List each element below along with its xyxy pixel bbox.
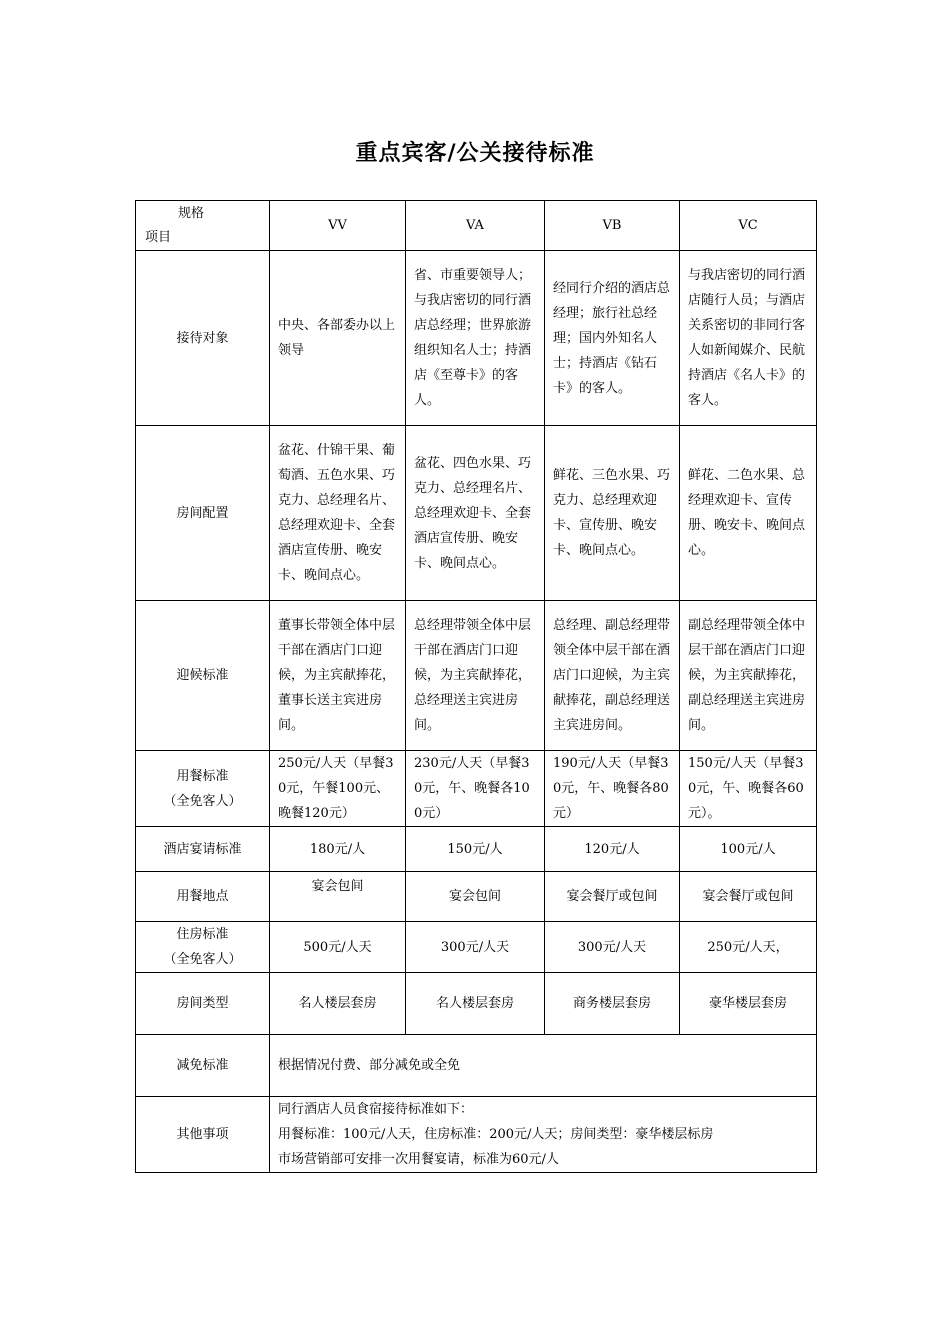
row-label-line1: 用餐标准: [176, 768, 229, 784]
cell-va: 230元/人天（早餐30元，午、晚餐各100元）: [406, 751, 545, 827]
row-label: [136, 922, 270, 973]
cell-vc: 宴会餐厅或包间: [680, 872, 817, 922]
reception-standard-table: [135, 200, 817, 1173]
row-welcome: [136, 601, 817, 751]
row-reception-target: [136, 251, 817, 426]
cell-va: 300元/人天: [406, 922, 545, 973]
row-discount: [136, 1035, 817, 1097]
row-label: 减免标准: [136, 1035, 270, 1097]
cell-va: 省、市重要领导人；与我店密切的同行酒店总经理；世界旅游组织知名人士；持酒店《至尊卡》的客人。: [406, 251, 545, 426]
cell-vc: 豪华楼层套房: [680, 973, 817, 1035]
cell-vv: 名人楼层套房: [270, 973, 406, 1035]
row-label: 迎候标准: [136, 601, 270, 751]
cell-vb: 300元/人天: [545, 922, 680, 973]
cell-other-notes: [270, 1097, 817, 1173]
cell-vb: 鲜花、三色水果、巧克力、总经理欢迎卡、宣传册、晚安卡、晚间点心。: [545, 426, 680, 601]
cell-vc: 100元/人: [680, 827, 817, 872]
row-lodging: [136, 922, 817, 973]
row-label: 用餐地点: [136, 872, 270, 922]
row-banquet: [136, 827, 817, 872]
other-note-line: 市场营销部可安排一次用餐宴请，标准为60元/人: [278, 1152, 559, 1167]
row-label-line1: 住房标准: [176, 927, 229, 942]
cell-vb: 商务楼层套房: [545, 973, 680, 1035]
cell-vc: 250元/人天，: [680, 922, 817, 973]
cell-va: 宴会包间: [406, 872, 545, 922]
cell-vv: 盆花、什锦干果、葡萄酒、五色水果、巧克力、总经理名片、总经理欢迎卡、全套酒店宣传册、晚安卡、晚间点心。: [270, 426, 406, 601]
corner-cell: [136, 201, 270, 251]
row-label: 接待对象: [136, 251, 270, 426]
row-dining-place: [136, 872, 817, 922]
other-note-line: 同行酒店人员食宿接待标准如下：: [278, 1102, 474, 1117]
row-dining: [136, 751, 817, 827]
row-label-line2: （全免客人）: [163, 952, 242, 967]
header-row: [136, 201, 817, 251]
cell-va: 总经理带领全体中层干部在酒店门口迎候，为主宾献捧花，总经理送主宾进房间。: [406, 601, 545, 751]
row-label: 酒店宴请标准: [136, 827, 270, 872]
cell-discount-value: 根据情况付费、部分减免或全免: [270, 1035, 817, 1097]
cell-va: 名人楼层套房: [406, 973, 545, 1035]
row-room-type: [136, 973, 817, 1035]
row-label: 其他事项: [136, 1097, 270, 1173]
item-label: 项目: [145, 230, 172, 245]
row-label: 房间类型: [136, 973, 270, 1035]
level-header-vc: VC: [680, 201, 817, 251]
cell-vv: 宴会包间: [270, 872, 406, 922]
other-note-line: 用餐标准：100元/人天，住房标准：200元/人天；房间类型：豪华楼层标房: [278, 1127, 714, 1142]
level-header-va: VA: [406, 201, 545, 251]
level-header-vv: VV: [270, 201, 406, 251]
cell-va: 盆花、四色水果、巧克力、总经理名片、总经理欢迎卡、全套酒店宣传册、晚安卡、晚间点心。: [406, 426, 545, 601]
cell-vv: 180元/人: [270, 827, 406, 872]
row-label-line2: （全免客人）: [163, 793, 242, 809]
cell-vc: 150元/人天（早餐30元，午、晚餐各60元）。: [680, 751, 817, 827]
row-label: 房间配置: [136, 426, 270, 601]
row-room-setup: [136, 426, 817, 601]
cell-vv: 250元/人天（早餐30元，午餐100元、晚餐120元）: [270, 751, 406, 827]
row-other: [136, 1097, 817, 1173]
cell-vc: 与我店密切的同行酒店随行人员；与酒店关系密切的非同行客人如新闻媒介、民航持酒店《名人卡》的客人。: [680, 251, 817, 426]
cell-vv: 董事长带领全体中层干部在酒店门口迎候，为主宾献捧花，董事长送主宾进房间。: [270, 601, 406, 751]
cell-vb: 经同行介绍的酒店总经理；旅行社总经理；国内外知名人士；持酒店《钻石卡》的客人。: [545, 251, 680, 426]
cell-vb: 总经理、副总经理带领全体中层干部在酒店门口迎候，为主宾献捧花，副总经理送主宾进房间。: [545, 601, 680, 751]
cell-vc: 鲜花、二色水果、总经理欢迎卡、宣传册、晚安卡、晚间点心。: [680, 426, 817, 601]
cell-vb: 120元/人: [545, 827, 680, 872]
row-label: [136, 751, 270, 827]
cell-vc: 副总经理带领全体中层干部在酒店门口迎候，为主宾献捧花，副总经理送主宾进房间。: [680, 601, 817, 751]
cell-va: 150元/人: [406, 827, 545, 872]
cell-vb: 190元/人天（早餐30元，午、晚餐各80元）: [545, 751, 680, 827]
cell-vv: 中央、各部委办以上领导: [270, 251, 406, 426]
level-header-vb: VB: [545, 201, 680, 251]
page-title: 重点宾客/公关接待标准: [355, 141, 595, 166]
cell-vv: 500元/人天: [270, 922, 406, 973]
spec-label: 规格: [178, 206, 205, 221]
cell-vb: 宴会餐厅或包间: [545, 872, 680, 922]
